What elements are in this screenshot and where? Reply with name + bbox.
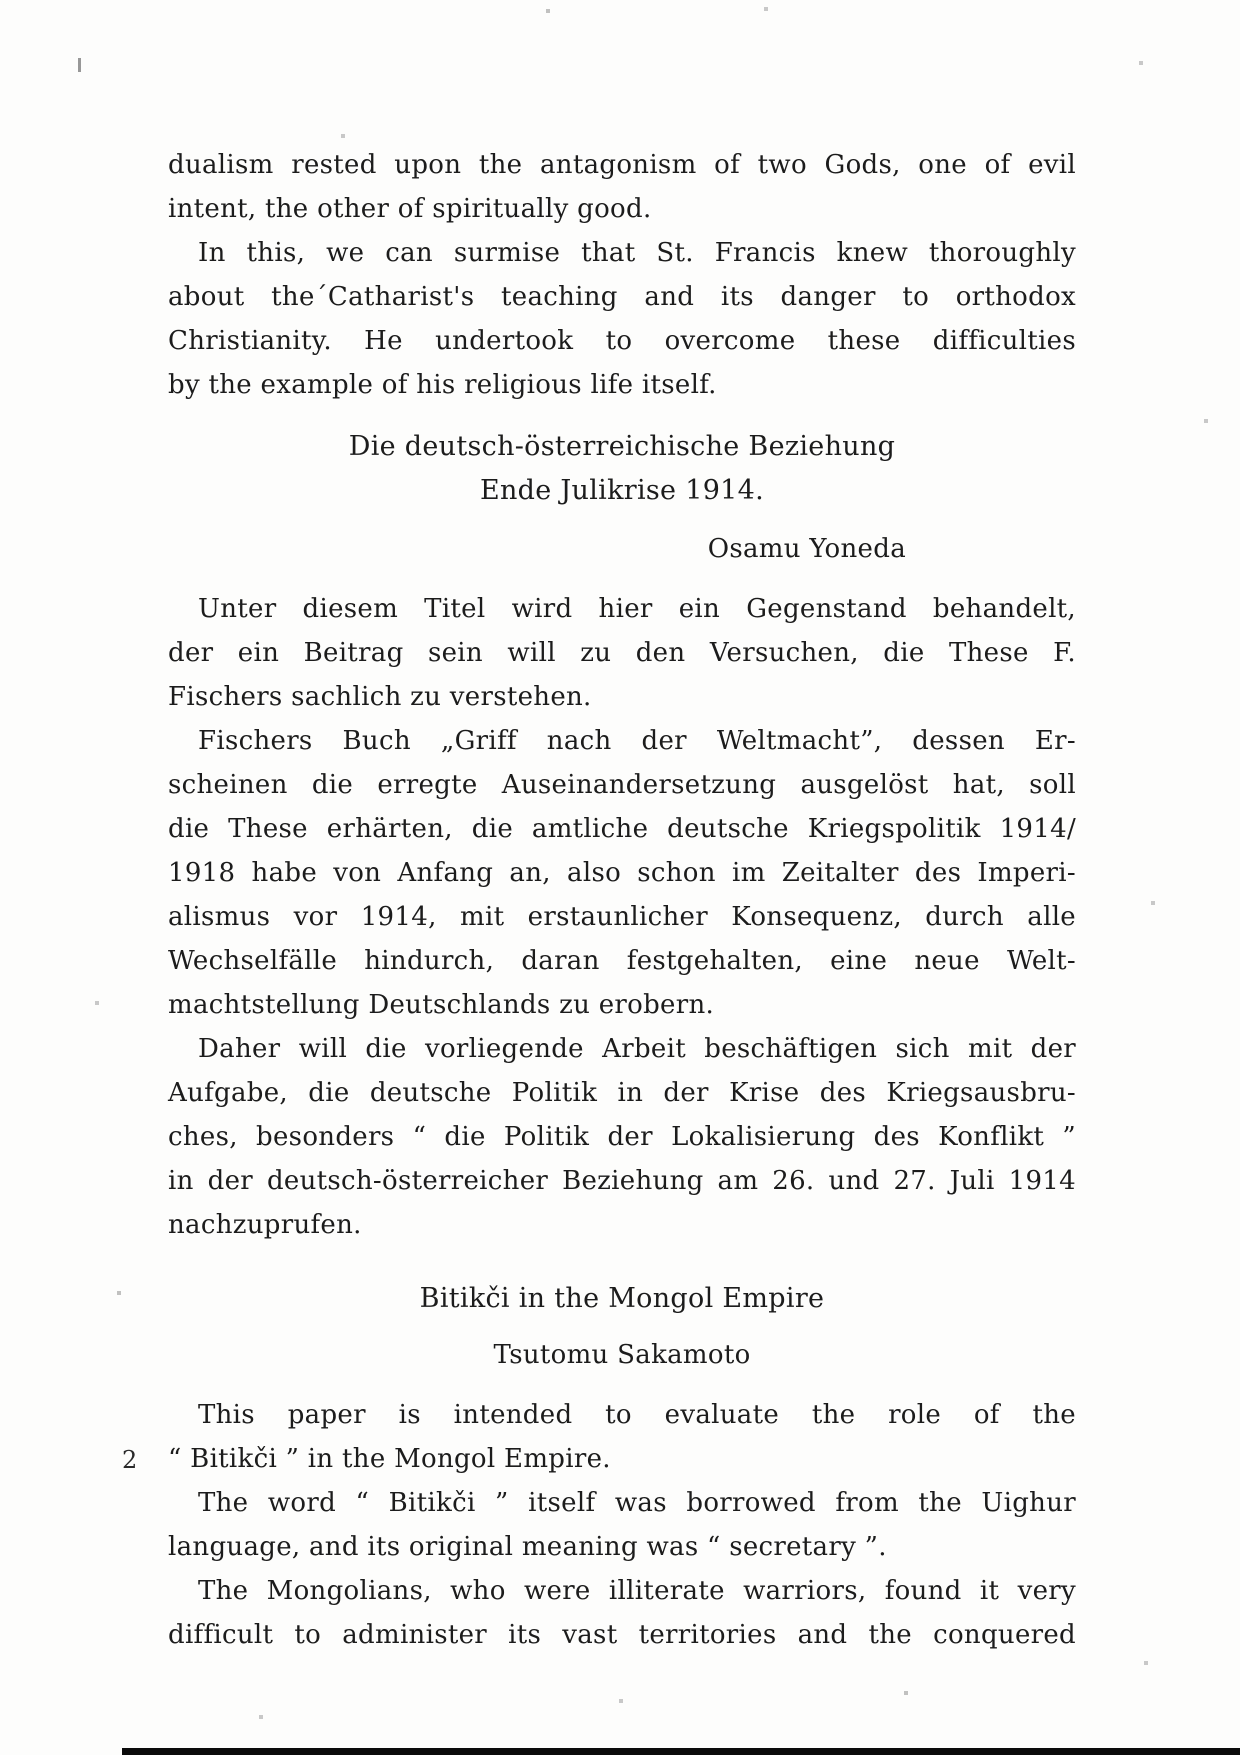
text-line <box>122 1437 1076 1481</box>
paragraph-fischers-buch <box>168 719 1076 1027</box>
text-line: Wechselfälle hindurch, daran festgehalten, eine neue Welt- <box>168 946 1076 976</box>
text-line: about the´Catharist's teaching and its danger to orthodox <box>168 282 1076 312</box>
german-article-title-line1: Die deutsch-österreichische Beziehung <box>348 431 896 462</box>
text-line: Unter diesem Titel wird hier ein Gegenstand behandelt, <box>198 594 1076 624</box>
text-line: by the example of his religious life itself. <box>168 370 717 400</box>
text-line: alismus vor 1914, mit erstaunlicher Konsequenz, durch alle <box>168 902 1076 932</box>
text-line: This paper is intended to evaluate the role of the <box>198 1400 1076 1430</box>
paragraph-unter-diesem-titel <box>168 587 1076 719</box>
text-line: scheinen die erregte Auseinandersetzung ausgelöst hat, soll <box>168 770 1076 800</box>
text-line: Aufgabe, die deutsche Politik in der Krise des Kriegsausbru- <box>168 1078 1076 1108</box>
text-line: dualism rested upon the antagonism of two Gods, one of evil <box>168 150 1076 180</box>
scanned-page-text-column <box>122 143 1076 1657</box>
scan-artifact-tick <box>78 58 81 72</box>
english-article-title <box>168 1277 1076 1321</box>
text-line: language, and its original meaning was “ secretary ”. <box>168 1532 887 1562</box>
text-line: in der deutsch-österreicher Beziehung am 26. und 27. Juli 1914 <box>168 1166 1076 1196</box>
paragraph-dualism <box>168 143 1076 231</box>
text-line: ches, besonders “ die Politik der Lokalisierung des Konflikt ” <box>168 1122 1076 1152</box>
text-line: The word “ Bitikči ” itself was borrowed from the Uighur <box>198 1488 1076 1518</box>
german-article-title-line2: Ende Julikrise 1914. <box>479 475 765 506</box>
german-article-author: Osamu Yoneda <box>707 534 906 564</box>
text-line: intent, the other of spiritually good. <box>168 194 652 224</box>
text-line: Fischers sachlich zu verstehen. <box>168 682 592 712</box>
line-text: “ Bitikči ” in the Mongol Empire. <box>168 1444 611 1474</box>
text-line: Fischers Buch „Griff nach der Weltmacht”, dessen Er- <box>198 726 1076 756</box>
text-line: 1918 habe von Anfang an, also schon im Zeitalter des Imperi- <box>168 858 1076 888</box>
paragraph-the-word-bitikci <box>168 1481 1076 1569</box>
text-line: machtstellung Deutschlands zu erobern. <box>168 990 715 1020</box>
text-line: In this, we can surmise that St. Francis knew thoroughly <box>198 238 1076 268</box>
text-line: die These erhärten, die amtliche deutsche Kriegspolitik 1914/ <box>168 814 1076 844</box>
text-line: Christianity. He undertook to overcome these difficulties <box>168 326 1076 356</box>
scan-noise-specks <box>0 0 2 2</box>
text-line: der ein Beitrag sein will zu den Versuchen, die These F. <box>168 638 1076 668</box>
margin-page-number: 2 <box>122 1446 138 1474</box>
text-line: difficult to administer its vast territories and the conquered <box>168 1620 1076 1650</box>
paragraph-daher-will <box>168 1027 1076 1247</box>
text-line: Daher will die vorliegende Arbeit beschäftigen sich mit der <box>198 1034 1076 1064</box>
paragraph-this-paper <box>122 1393 1076 1481</box>
german-article-title <box>168 425 1076 513</box>
text-line: nachzuprufen. <box>168 1210 362 1240</box>
text-line: The Mongolians, who were illiterate warriors, found it very <box>198 1576 1076 1606</box>
english-article-author: Tsutomu Sakamoto <box>493 1340 751 1370</box>
scan-artifact-bottom-bar <box>122 1748 1240 1755</box>
paragraph-the-mongolians <box>168 1569 1076 1657</box>
english-article-title-line: Bitikči in the Mongol Empire <box>419 1283 825 1314</box>
paragraph-st-francis <box>168 231 1076 407</box>
